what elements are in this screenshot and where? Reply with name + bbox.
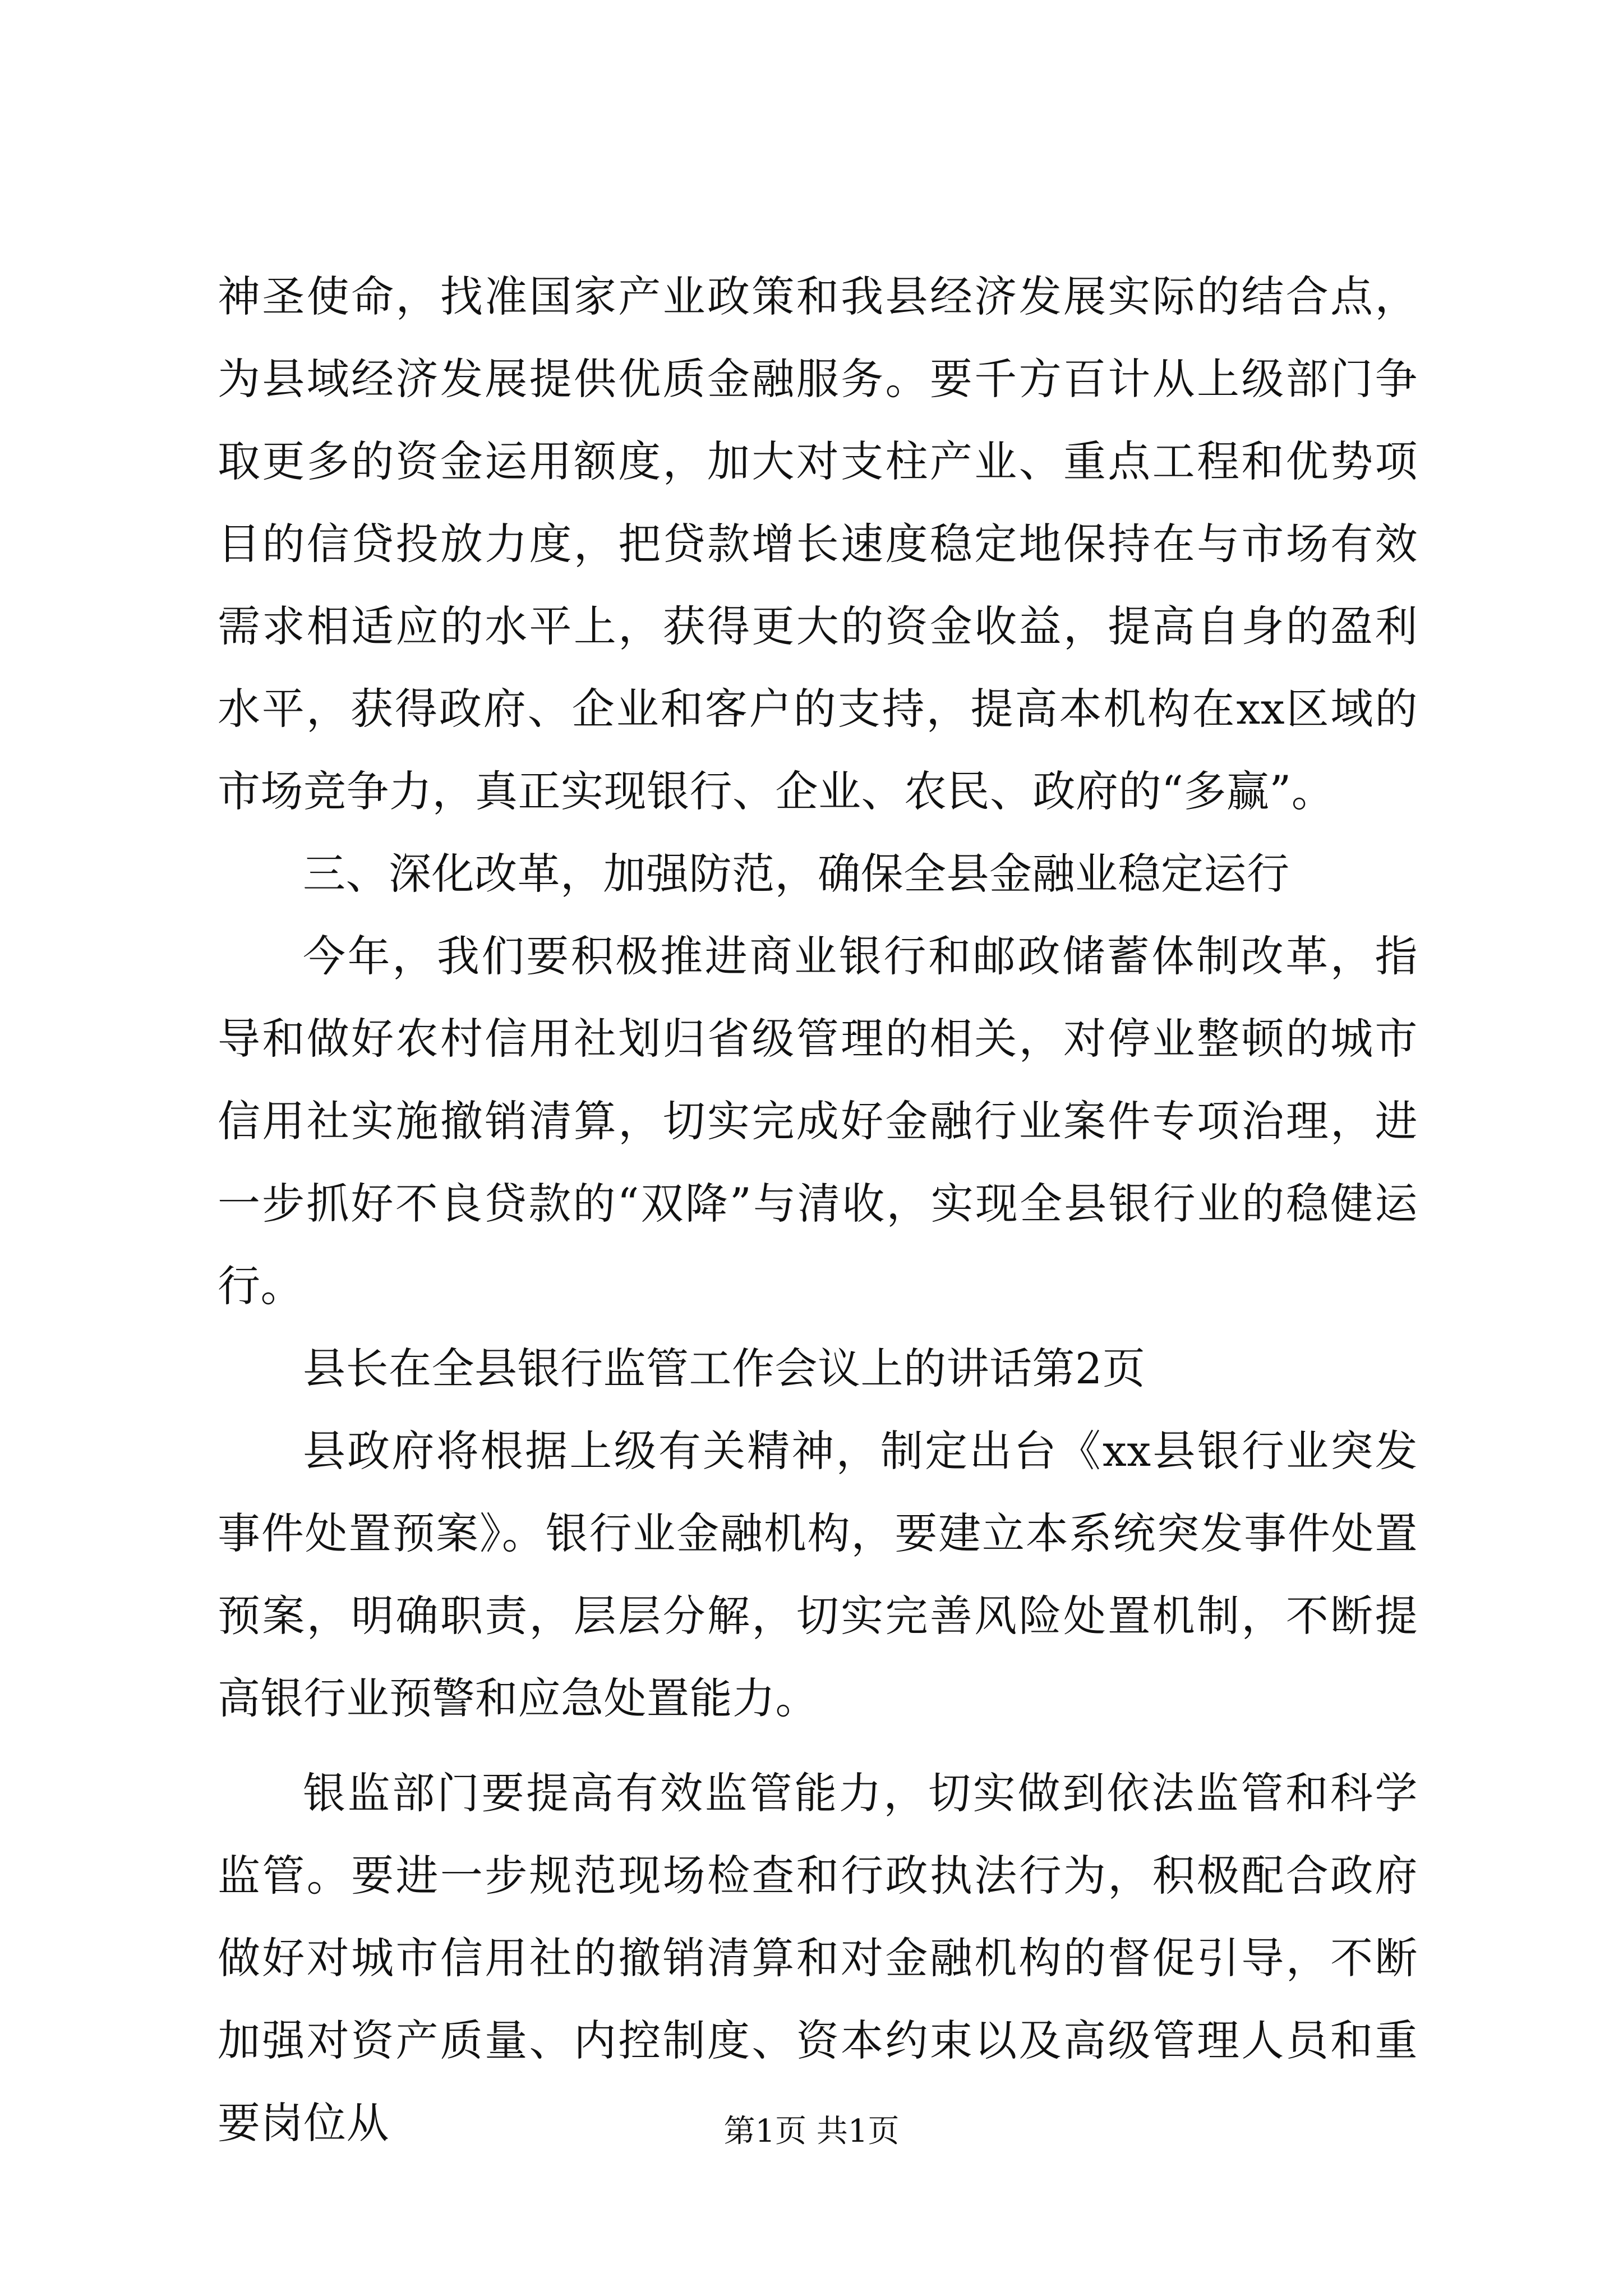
- page-footer: 第1页 共1页: [723, 2113, 900, 2150]
- paragraph-4: 银监部门要提高有效监管能力，切实做到依法监管和科学监管。要进一步规范现场检查和行政执法行为，积极配合政府做好对城市信用社的撤销清算和对金融机构的督促引导，不断加强对资产质量、内控制度、资本约束以及高级管理人员和重要岗位从: [218, 1768, 1418, 2148]
- document-body: [218, 255, 1418, 2164]
- paragraph-2: 今年，我们要积极推进商业银行和邮政储蓄体制改革，指导和做好农村信用社划归省级管理的相关，对停业整顿的城市信用社实施撤销清算，切实完成好金融行业案件专项治理，进一步抓好不良贷款的“双降”与清收，实现全县银行业的稳健运行。: [218, 931, 1418, 1311]
- section-heading-3: 三、深化改革，加强防范，确保全县金融业稳定运行: [303, 849, 1290, 899]
- paragraph-1: 神圣使命，找准国家产业政策和我县经济发展实际的结合点，为县域经济发展提供优质金融服务。要千方百计从上级部门争取更多的资金运用额度，加大对支柱产业、重点工程和优势项目的信贷投放力度，把贷款增长速度稳定地保持在与市场有效需求相适应的水平上，获得更大的资金收益，提高自身的盈利水平，获得政府、企业和客户的支持，提高本机构在xx区域的市场竞争力，真正实现银行、企业、农民、政府的“多赢”。: [218, 272, 1418, 816]
- page-continuation-title: 县长在全县银行监管工作会议上的讲话第2页: [303, 1343, 1146, 1393]
- paragraph-3: 县政府将根据上级有关精神，制定出台《xx县银行业突发事件处置预案》。银行业金融机构，要建立本系统突发事件处置预案，明确职责，层层分解，切实完善风险处置机制，不断提高银行业预警和应急处置能力。: [218, 1426, 1418, 1723]
